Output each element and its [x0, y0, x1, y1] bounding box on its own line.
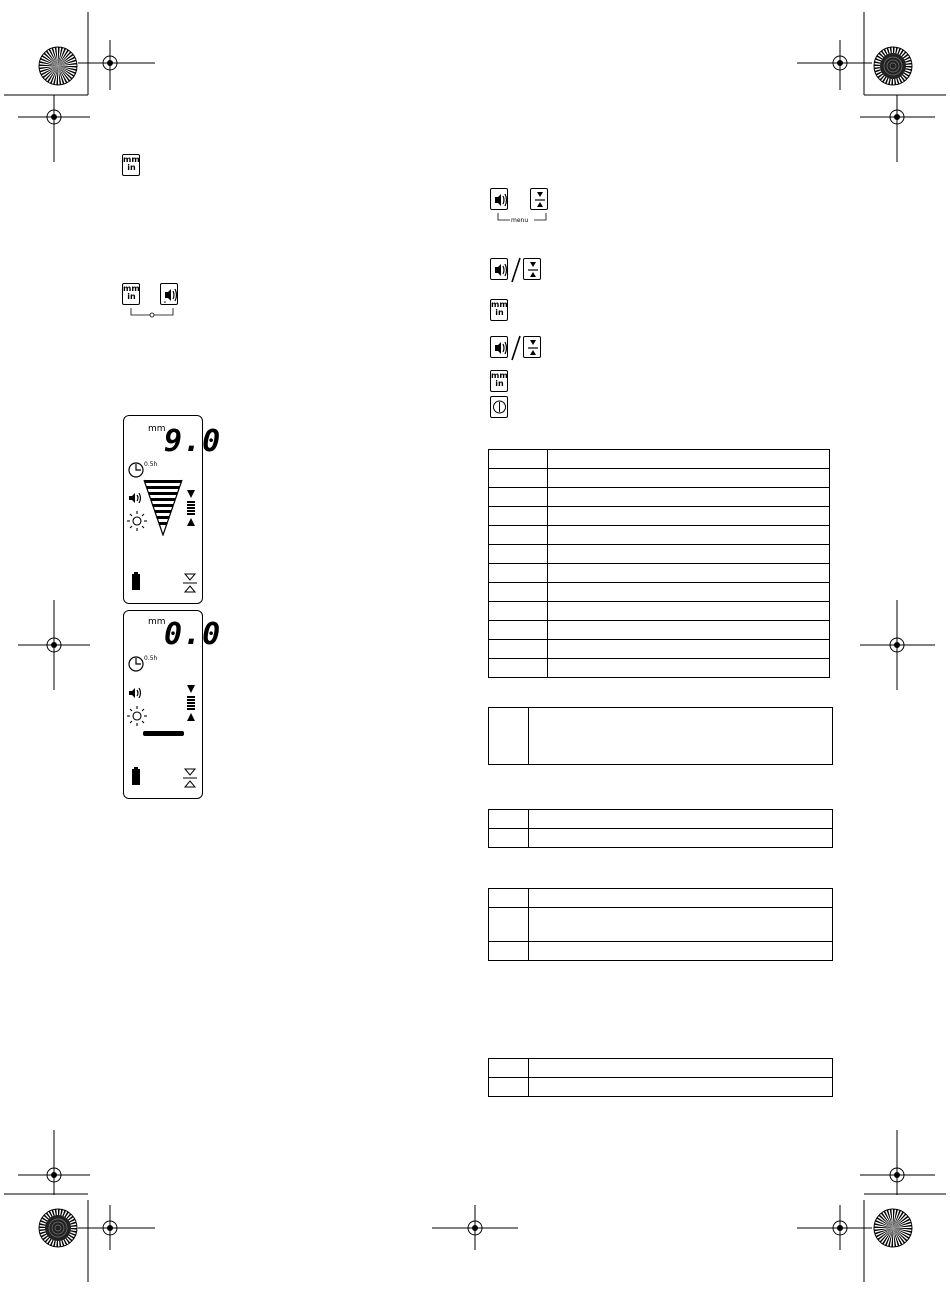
- lcd-display-reading-0: [123, 610, 222, 799]
- table-row: [489, 621, 830, 640]
- table-cell: [489, 583, 548, 602]
- table-cell: [548, 602, 830, 621]
- table-cell: [548, 450, 830, 469]
- table-cell: [489, 621, 548, 640]
- table-cell: [489, 708, 529, 765]
- table-row: [489, 526, 830, 545]
- crosshair-bottom-right: [797, 1205, 872, 1250]
- speaker-icon: [491, 259, 509, 281]
- mm-in-key-icon: [490, 370, 508, 392]
- table-cell: [489, 507, 548, 526]
- registration-disc-top-right: [873, 46, 913, 86]
- starburst-mark-top-left: [38, 46, 78, 86]
- table-cell: [529, 1059, 833, 1078]
- table-cell: [489, 829, 529, 848]
- table-cell: [529, 889, 833, 908]
- key-label-mm: mm: [491, 371, 508, 380]
- table-cell: [489, 564, 548, 583]
- table-cell: [529, 942, 833, 961]
- table-row: [489, 488, 830, 507]
- table-cell: [548, 488, 830, 507]
- slash-separator: [510, 256, 522, 284]
- crosshair-top-left-1: [78, 40, 155, 90]
- table-cell: [548, 640, 830, 659]
- data-table-e: [488, 1058, 833, 1097]
- calibration-icon: [524, 337, 542, 359]
- table-cell: [529, 829, 833, 848]
- display-reading: 9.0: [164, 424, 222, 459]
- registration-disc-bottom-left: [38, 1208, 78, 1248]
- table-row: [489, 942, 833, 961]
- power-key-icon: [490, 396, 508, 418]
- calibration-icon: [182, 572, 198, 594]
- table-cell: [489, 889, 529, 908]
- table-row: [489, 1059, 833, 1078]
- table-row: [489, 450, 830, 469]
- key-label-mm: mm: [123, 155, 140, 164]
- table-row: [489, 545, 830, 564]
- sound-key-icon: [490, 258, 508, 280]
- table-cell: [529, 810, 833, 829]
- table-row: [489, 889, 833, 908]
- data-table-b: [488, 707, 833, 765]
- table-cell: [489, 545, 548, 564]
- display-unit: mm: [148, 617, 166, 627]
- center-bar-indicator: [143, 731, 184, 736]
- table-cell: [489, 942, 529, 961]
- starburst-mark-bottom-right: [873, 1208, 913, 1248]
- table-cell: [489, 602, 548, 621]
- table-cell: [489, 469, 548, 488]
- calibration-key-icon: [530, 188, 548, 210]
- table-cell: [489, 659, 548, 678]
- table-cell: [548, 564, 830, 583]
- table-cell: [548, 507, 830, 526]
- crosshair-bottom-left: [78, 1205, 155, 1250]
- display-reading: 0.0: [164, 617, 222, 652]
- timer-label: 0.5h: [144, 461, 158, 468]
- data-table-d: [488, 888, 833, 961]
- power-icon: [491, 397, 509, 419]
- table-cell: [548, 526, 830, 545]
- table-cell: [489, 526, 548, 545]
- table-row: [489, 640, 830, 659]
- table-row: [489, 507, 830, 526]
- table-cell: [548, 545, 830, 564]
- crosshair-right-lower: [860, 1130, 935, 1195]
- crosshair-left-lower: [18, 1130, 90, 1195]
- table-cell: [489, 640, 548, 659]
- data-table-a: [488, 449, 830, 678]
- table-row: [489, 908, 833, 942]
- key-label-in: in: [495, 379, 504, 388]
- key-label-in: in: [127, 292, 136, 301]
- table-row: [489, 659, 830, 678]
- table-cell: [548, 659, 830, 678]
- slash-separator: [510, 334, 522, 362]
- key-label-in: in: [495, 308, 504, 317]
- table-cell: [489, 1078, 529, 1097]
- level-indicator-icon: [184, 488, 198, 530]
- data-table-c: [488, 809, 833, 848]
- table-row: [489, 1078, 833, 1097]
- table-cell: [489, 810, 529, 829]
- key-label-mm: mm: [491, 300, 508, 309]
- table-row: [489, 583, 830, 602]
- table-cell: [548, 621, 830, 640]
- key-label-mm: mm: [123, 284, 140, 293]
- menu-label: menu: [511, 217, 529, 224]
- crosshair-top-right-1: [797, 40, 872, 90]
- table-cell: [529, 908, 833, 942]
- key-label-in: in: [127, 163, 136, 172]
- sound-key-icon: [490, 336, 508, 358]
- table-cell: [529, 708, 833, 765]
- lcd-display-reading-9: [123, 415, 222, 604]
- speaker-icon: [127, 685, 145, 701]
- calibration-icon: [531, 189, 549, 211]
- table-row: [489, 469, 830, 488]
- table-cell: [489, 450, 548, 469]
- crosshair-left-upper: [18, 95, 90, 162]
- mm-in-key-icon: [490, 299, 508, 321]
- table-row: [489, 708, 833, 765]
- calibration-icon: [524, 259, 542, 281]
- mm-in-key-icon: [122, 283, 140, 305]
- table-row: [489, 602, 830, 621]
- light-bulb-icon: [126, 705, 148, 727]
- calibration-icon: [182, 767, 198, 789]
- speaker-icon: [161, 284, 179, 306]
- table-cell: [489, 908, 529, 942]
- table-cell: [529, 1078, 833, 1097]
- sound-key-icon: [160, 283, 178, 305]
- table-cell: [489, 488, 548, 507]
- table-cell: [489, 1059, 529, 1078]
- crosshair-right-upper: [860, 95, 935, 162]
- mm-in-key-icon: [122, 154, 140, 176]
- battery-icon: [130, 767, 142, 787]
- signal-strength-triangle: [142, 478, 184, 536]
- table-row: [489, 564, 830, 583]
- speaker-icon: [491, 189, 509, 211]
- table-row: [489, 829, 833, 848]
- table-cell: [548, 583, 830, 602]
- calibration-key-icon: [523, 336, 541, 358]
- battery-icon: [130, 572, 142, 592]
- speaker-icon: [491, 337, 509, 359]
- display-unit: mm: [148, 424, 166, 434]
- table-row: [489, 810, 833, 829]
- table-cell: [548, 469, 830, 488]
- calibration-key-icon: [523, 258, 541, 280]
- level-indicator-icon: [184, 683, 198, 725]
- sound-key-icon: [490, 188, 508, 210]
- combo-bracket: [130, 307, 174, 319]
- timer-label: 0.5h: [144, 655, 158, 662]
